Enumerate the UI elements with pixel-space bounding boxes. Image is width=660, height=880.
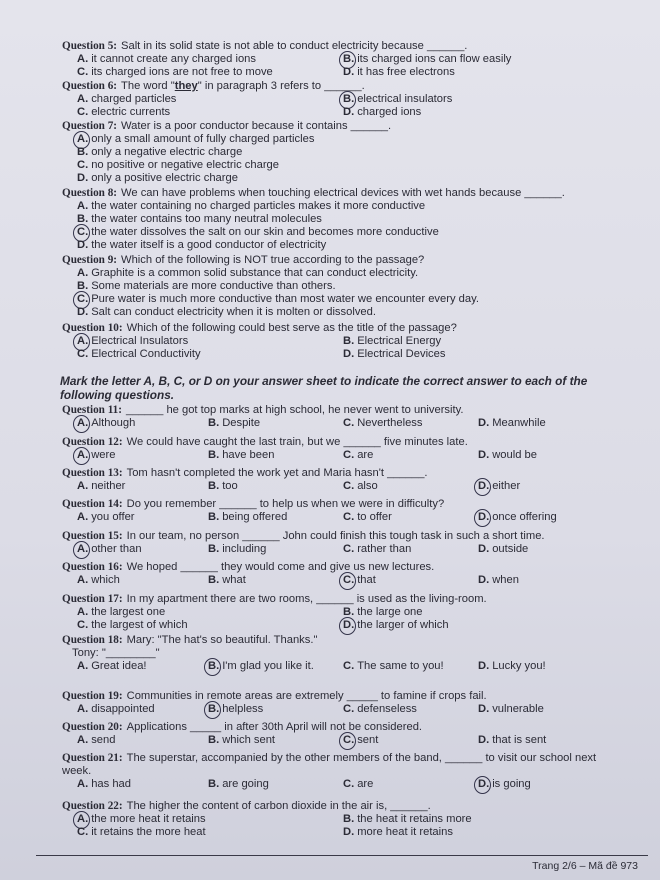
- page-footer: Trang 2/6 – Mã đề 973: [532, 860, 638, 872]
- option-letter: A.: [77, 543, 89, 555]
- answer-option-a[interactable]: [77, 511, 135, 524]
- question-label: Question 14:: [62, 498, 123, 510]
- question-stem: [62, 752, 596, 765]
- answer-option-c[interactable]: [343, 734, 378, 747]
- option-text: either: [492, 480, 521, 492]
- stem-text: We hoped ______ they would come and give us new lectures.: [126, 561, 435, 573]
- option-text: I'm glad you like it.: [222, 660, 314, 672]
- question-stem: [62, 467, 428, 480]
- option-text: including: [222, 543, 267, 555]
- answer-option-a[interactable]: [77, 133, 314, 146]
- answer-option-a[interactable]: [77, 480, 125, 493]
- option-text: no positive or negative electric charge: [91, 159, 279, 171]
- option-letter: A.: [77, 778, 89, 790]
- stem-text: We could have caught the last train, but we ______ five minutes late.: [126, 436, 468, 448]
- answer-option-d[interactable]: [343, 66, 455, 79]
- option-text: Meanwhile: [492, 417, 546, 429]
- answer-option-b[interactable]: [208, 480, 238, 493]
- answer-option-c[interactable]: [77, 66, 273, 79]
- option-letter: D.: [478, 417, 490, 429]
- answer-option-c[interactable]: [343, 574, 376, 587]
- question-stem: [62, 800, 431, 813]
- question-label: Question 8:: [62, 187, 118, 199]
- option-letter: B.: [77, 213, 89, 225]
- answer-option-b[interactable]: [343, 93, 452, 106]
- stem-text: Which of the following could best serve as the title of the passage?: [126, 322, 457, 334]
- option-text: it cannot create any charged ions: [91, 53, 256, 65]
- question-stem: [62, 530, 545, 543]
- answer-option-b[interactable]: [208, 511, 287, 524]
- option-text: the water contains too many neutral molecules: [91, 213, 322, 225]
- answer-option-b[interactable]: [208, 543, 266, 556]
- option-letter: C.: [343, 778, 355, 790]
- option-letter: A.: [77, 480, 89, 492]
- option-text: which: [91, 574, 120, 586]
- stem-text: " in paragraph 3 refers to ______.: [197, 80, 365, 92]
- answer-option-a[interactable]: [77, 778, 131, 791]
- answer-option-d[interactable]: [478, 511, 557, 524]
- question-label: Question 12:: [62, 436, 123, 448]
- option-letter: C.: [77, 826, 89, 838]
- option-letter: B.: [77, 146, 89, 158]
- option-letter: C.: [77, 226, 89, 238]
- answer-option-d[interactable]: [77, 172, 238, 185]
- answer-option-a[interactable]: [77, 813, 206, 826]
- option-letter: A.: [77, 574, 89, 586]
- answer-option-c[interactable]: [343, 543, 411, 556]
- option-letter: D.: [478, 480, 490, 492]
- option-letter: A.: [77, 734, 89, 746]
- option-letter: D.: [478, 543, 490, 555]
- option-letter: B.: [208, 660, 220, 672]
- answer-option-d[interactable]: [478, 480, 520, 493]
- answer-option-b[interactable]: [208, 449, 274, 462]
- option-text: the largest one: [91, 606, 166, 618]
- option-text: charged particles: [91, 93, 177, 105]
- answer-option-d[interactable]: [343, 826, 453, 839]
- question-label: Question 5:: [62, 40, 118, 52]
- answer-option-a[interactable]: [77, 53, 256, 66]
- option-letter: A.: [77, 53, 89, 65]
- section-instruction: Mark the letter A, B, C, or D on your answer sheet to indicate the correct answer to each of the following questions.: [60, 374, 588, 402]
- option-text: once offering: [492, 511, 557, 523]
- question-stem: [62, 690, 487, 703]
- option-letter: B.: [208, 417, 220, 429]
- stem-text: The word ": [121, 80, 175, 92]
- option-text: are: [357, 449, 374, 461]
- option-text: its charged ions are not free to move: [91, 66, 273, 78]
- answer-option-b[interactable]: [208, 574, 246, 587]
- answer-option-a[interactable]: [77, 449, 115, 462]
- option-text: defenseless: [357, 703, 417, 715]
- option-text: vulnerable: [492, 703, 544, 715]
- option-letter: D.: [77, 172, 89, 184]
- option-text: Nevertheless: [357, 417, 423, 429]
- option-text: have been: [222, 449, 275, 461]
- question-stem: [62, 436, 468, 449]
- option-text: are going: [222, 778, 269, 790]
- answer-option-d[interactable]: [77, 306, 376, 319]
- question-stem: [62, 322, 457, 335]
- question-stem: [62, 187, 565, 200]
- option-letter: D.: [77, 239, 89, 251]
- option-text: Great idea!: [91, 660, 147, 672]
- stem-text: Water is a poor conductor because it contains ______.: [121, 120, 392, 132]
- option-text: you offer: [91, 511, 135, 523]
- option-text: it has free electrons: [357, 66, 455, 78]
- question-label: Question 20:: [62, 721, 123, 733]
- option-letter: B.: [77, 280, 89, 292]
- stem-text: Salt in its solid state is not able to conduct electricity because ______.: [121, 40, 468, 52]
- stem-text: We can have problems when touching electrical devices with wet hands because ______.: [121, 187, 565, 199]
- question-stem: [62, 634, 317, 647]
- option-text: outside: [492, 543, 529, 555]
- option-letter: C.: [343, 543, 355, 555]
- question-label: Question 6:: [62, 80, 118, 92]
- option-text: Electrical Conductivity: [91, 348, 201, 360]
- answer-option-d[interactable]: [478, 703, 544, 716]
- option-text: is going: [492, 778, 531, 790]
- option-text: Electrical Devices: [357, 348, 446, 360]
- option-letter: D.: [478, 511, 490, 523]
- question-label: Question 16:: [62, 561, 123, 573]
- option-text: the water dissolves the salt on our skin and becomes more conductive: [91, 226, 439, 238]
- answer-option-b[interactable]: [208, 778, 269, 791]
- option-text: Although: [91, 417, 136, 429]
- option-text: Electrical Energy: [357, 335, 442, 347]
- answer-option-d[interactable]: [478, 574, 519, 587]
- answer-option-d[interactable]: [343, 348, 445, 361]
- emphasized-word: they: [174, 80, 198, 92]
- question-stem: [62, 721, 422, 734]
- option-letter: C.: [343, 734, 355, 746]
- option-text: the water itself is a good conductor of electricity: [91, 239, 327, 251]
- option-letter: B.: [343, 335, 355, 347]
- option-text: that is sent: [492, 734, 547, 746]
- option-letter: C.: [343, 574, 355, 586]
- answer-option-b[interactable]: [208, 703, 263, 716]
- option-letter: C.: [77, 619, 89, 631]
- option-letter: D.: [343, 348, 355, 360]
- answer-option-b[interactable]: [77, 146, 242, 159]
- option-letter: B.: [343, 53, 355, 65]
- stem-text: In our team, no person ______ John could finish this tough task in such a short time.: [126, 530, 545, 542]
- option-letter: A.: [77, 200, 89, 212]
- answer-option-b[interactable]: [343, 335, 441, 348]
- answer-option-b[interactable]: [343, 606, 423, 619]
- answer-option-a[interactable]: [77, 93, 176, 106]
- question-stem: [62, 404, 463, 417]
- answer-option-d[interactable]: [77, 239, 326, 252]
- option-text: were: [91, 449, 116, 461]
- stem-text: The higher the content of carbon dioxide in the air is, ______.: [126, 800, 431, 812]
- option-text: sent: [357, 734, 379, 746]
- answer-option-b[interactable]: [77, 280, 336, 293]
- question-label: Question 13:: [62, 467, 123, 479]
- question-label: Question 9:: [62, 254, 118, 266]
- option-letter: B.: [208, 734, 220, 746]
- option-text: to offer: [357, 511, 392, 523]
- option-text: that: [357, 574, 376, 586]
- option-letter: B.: [208, 449, 220, 461]
- option-text: send: [91, 734, 116, 746]
- stem-text: The superstar, accompanied by the other members of the band, ______ to visit our school next: [126, 752, 597, 764]
- option-letter: D.: [343, 826, 355, 838]
- option-letter: C.: [343, 480, 355, 492]
- option-text: only a positive electric charge: [91, 172, 238, 184]
- answer-option-d[interactable]: [478, 778, 531, 791]
- question-stem: [62, 40, 467, 53]
- question-stem: [62, 120, 391, 133]
- option-text: only a negative electric charge: [91, 146, 243, 158]
- question-label: Question 18:: [62, 634, 123, 646]
- option-letter: D.: [77, 306, 89, 318]
- option-text: disappointed: [91, 703, 155, 715]
- option-letter: D.: [343, 66, 355, 78]
- option-text: being offered: [222, 511, 288, 523]
- answer-option-d[interactable]: [478, 417, 546, 430]
- option-text: Lucky you!: [492, 660, 546, 672]
- option-text: are: [357, 778, 374, 790]
- stem-text: ______ he got top marks at high school, he never went to university.: [126, 404, 464, 416]
- option-letter: C.: [77, 106, 89, 118]
- answer-option-d[interactable]: [478, 449, 537, 462]
- option-letter: D.: [343, 106, 355, 118]
- stem-text: Do you remember ______ to help us when we were in difficulty?: [126, 498, 445, 510]
- option-text: The same to you!: [357, 660, 444, 672]
- answer-option-d[interactable]: [478, 660, 546, 673]
- option-letter: B.: [343, 606, 355, 618]
- option-letter: C.: [77, 159, 89, 171]
- option-letter: D.: [343, 619, 355, 631]
- answer-option-c[interactable]: [343, 449, 373, 462]
- stem-text: In my apartment there are two rooms, ______ is used as the living-room.: [126, 593, 487, 605]
- answer-option-a[interactable]: [77, 574, 120, 587]
- answer-option-c[interactable]: [77, 619, 188, 632]
- question-label: Question 22:: [62, 800, 123, 812]
- option-text: Graphite is a common solid substance that can conduct electricity.: [91, 267, 419, 279]
- option-text: the largest of which: [91, 619, 188, 631]
- answer-option-d[interactable]: [343, 106, 421, 119]
- option-text: other than: [91, 543, 142, 555]
- option-letter: C.: [343, 511, 355, 523]
- option-text: the larger of which: [357, 619, 449, 631]
- answer-option-d[interactable]: [478, 543, 528, 556]
- option-text: the heat it retains more: [357, 813, 472, 825]
- answer-option-b[interactable]: [208, 660, 314, 673]
- option-letter: D.: [478, 734, 490, 746]
- option-text: Salt can conduct electricity when it is molten or dissolved.: [91, 306, 376, 318]
- answer-option-c[interactable]: [343, 703, 417, 716]
- option-text: electrical insulators: [357, 93, 453, 105]
- option-letter: B.: [208, 480, 220, 492]
- answer-option-c[interactable]: [77, 348, 201, 361]
- question-label: Question 10:: [62, 322, 123, 334]
- option-letter: B.: [208, 778, 220, 790]
- option-text: when: [492, 574, 519, 586]
- option-letter: A.: [77, 267, 89, 279]
- answer-option-a[interactable]: [77, 734, 115, 747]
- answer-option-a[interactable]: [77, 543, 142, 556]
- stem-text: Communities in remote areas are extremely _____ to famine if crops fail.: [126, 690, 487, 702]
- option-letter: C.: [77, 348, 89, 360]
- answer-option-c[interactable]: [343, 417, 422, 430]
- option-text: it retains the more heat: [91, 826, 206, 838]
- question-stem-line2: Tony: "________": [72, 647, 160, 659]
- option-letter: A.: [77, 449, 89, 461]
- option-letter: B.: [343, 93, 355, 105]
- option-letter: B.: [208, 511, 220, 523]
- option-text: more heat it retains: [357, 826, 453, 838]
- question-stem: [62, 593, 487, 606]
- answer-option-c[interactable]: [343, 511, 392, 524]
- option-letter: C.: [343, 449, 355, 461]
- answer-option-c[interactable]: [343, 480, 378, 493]
- option-text: what: [222, 574, 246, 586]
- option-letter: B.: [208, 703, 220, 715]
- option-letter: B.: [343, 813, 355, 825]
- option-letter: C.: [343, 660, 355, 672]
- option-text: Despite: [222, 417, 261, 429]
- option-letter: A.: [77, 511, 89, 523]
- question-stem: [62, 254, 424, 267]
- option-letter: D.: [478, 574, 490, 586]
- answer-option-b[interactable]: [343, 813, 472, 826]
- option-text: Some materials are more conductive than others.: [91, 280, 336, 292]
- answer-option-b[interactable]: [77, 213, 322, 226]
- answer-option-c[interactable]: [77, 226, 439, 239]
- question-stem: [62, 80, 365, 93]
- answer-option-c[interactable]: [77, 159, 279, 172]
- question-stem: [62, 498, 444, 511]
- question-label: Question 17:: [62, 593, 123, 605]
- question-stem: [62, 561, 434, 574]
- footer-divider: [36, 855, 648, 856]
- question-label: Question 11:: [62, 404, 122, 416]
- option-text: has had: [91, 778, 131, 790]
- answer-option-a[interactable]: [77, 335, 188, 348]
- option-letter: A.: [77, 93, 89, 105]
- option-letter: A.: [77, 660, 89, 672]
- answer-option-a[interactable]: [77, 267, 418, 280]
- option-text: rather than: [357, 543, 412, 555]
- answer-option-a[interactable]: [77, 660, 147, 673]
- option-text: helpless: [222, 703, 264, 715]
- option-text: only a small amount of fully charged particles: [91, 133, 315, 145]
- answer-option-b[interactable]: [208, 734, 275, 747]
- option-letter: B.: [208, 574, 220, 586]
- stem-text: Mary: "The hat's so beautiful. Thanks.": [126, 634, 318, 646]
- option-text: its charged ions can flow easily: [357, 53, 512, 65]
- option-letter: C.: [77, 293, 89, 305]
- option-text: the large one: [357, 606, 423, 618]
- option-letter: D.: [478, 449, 490, 461]
- stem-text: Applications _____ in after 30th April will not be considered.: [126, 721, 423, 733]
- option-letter: D.: [478, 703, 490, 715]
- option-text: also: [357, 480, 378, 492]
- answer-option-c[interactable]: [343, 660, 444, 673]
- option-text: would be: [492, 449, 537, 461]
- option-text: charged ions: [357, 106, 422, 118]
- option-letter: A.: [77, 606, 89, 618]
- option-letter: A.: [77, 335, 89, 347]
- option-letter: D.: [478, 778, 490, 790]
- option-text: Pure water is much more conductive than most water we encounter every day.: [91, 293, 479, 305]
- answer-option-d[interactable]: [478, 734, 546, 747]
- answer-option-c[interactable]: [343, 778, 373, 791]
- stem-text: Which of the following is NOT true according to the passage?: [121, 254, 425, 266]
- option-letter: D.: [478, 660, 490, 672]
- answer-option-c[interactable]: [77, 106, 170, 119]
- answer-option-b[interactable]: [343, 53, 511, 66]
- option-letter: A.: [77, 133, 89, 145]
- option-text: the water containing no charged particles makes it more conductive: [91, 200, 426, 212]
- option-letter: C.: [343, 417, 355, 429]
- option-letter: C.: [343, 703, 355, 715]
- answer-option-a[interactable]: [77, 606, 165, 619]
- option-text: electric currents: [91, 106, 171, 118]
- option-text: which sent: [222, 734, 276, 746]
- option-text: the more heat it retains: [91, 813, 206, 825]
- option-letter: C.: [77, 66, 89, 78]
- answer-option-c[interactable]: [77, 293, 479, 306]
- question-label: Question 15:: [62, 530, 123, 542]
- question-stem-line2: week.: [62, 765, 92, 777]
- answer-option-b[interactable]: [208, 417, 260, 430]
- option-letter: A.: [77, 703, 89, 715]
- question-label: Question 19:: [62, 690, 123, 702]
- stem-text: Tom hasn't completed the work yet and Maria hasn't ______.: [126, 467, 428, 479]
- answer-option-a[interactable]: [77, 417, 135, 430]
- answer-option-c[interactable]: [77, 826, 206, 839]
- option-letter: A.: [77, 813, 89, 825]
- option-letter: B.: [208, 543, 220, 555]
- answer-option-a[interactable]: [77, 200, 425, 213]
- question-label: Question 21:: [62, 752, 123, 764]
- option-letter: A.: [77, 417, 89, 429]
- option-text: Electrical Insulators: [91, 335, 189, 347]
- option-text: neither: [91, 480, 126, 492]
- answer-option-d[interactable]: [343, 619, 449, 632]
- option-text: too: [222, 480, 238, 492]
- answer-option-a[interactable]: [77, 703, 155, 716]
- question-label: Question 7:: [62, 120, 118, 132]
